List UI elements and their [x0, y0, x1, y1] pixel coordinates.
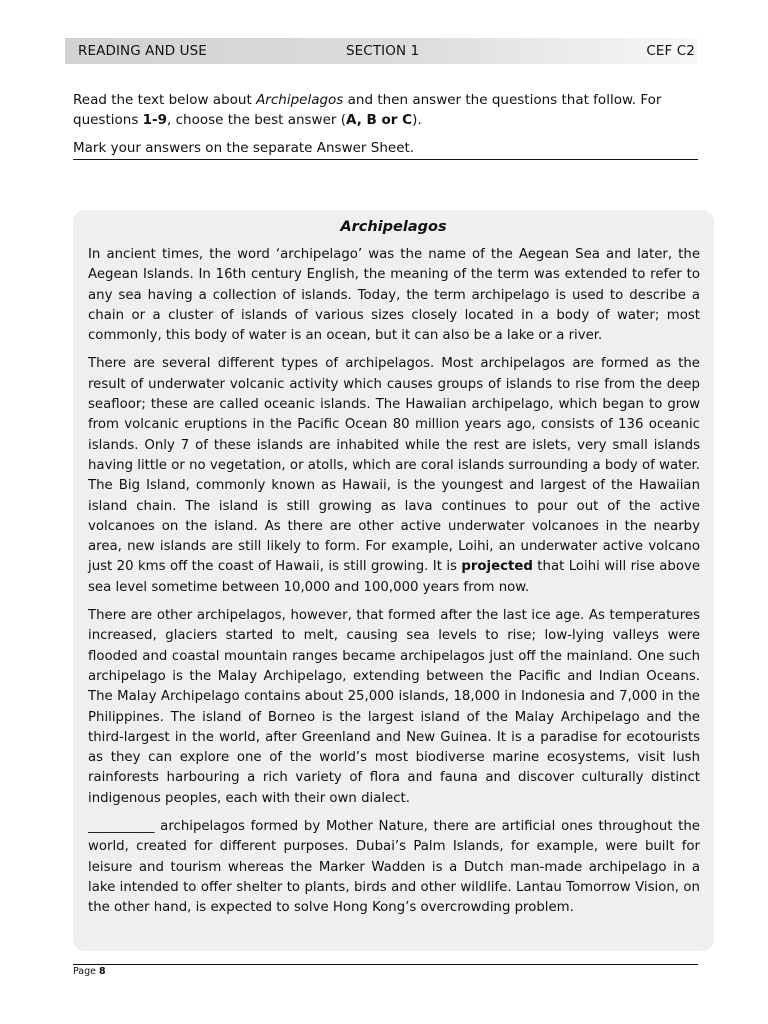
- paragraph-2: There are several different types of archipelagos. Most archipelagos are formed as the result of underwater volcanic activity which causes groups of islands to rise from the deep seafloor; these are called oceanic islands. The Hawaiian archipelago, which began to grow from volcanic eruptions in the Pacific Ocean 80 million years ago, consists of 136 oceanic islands. Only 7 of these islands are inhabited while the rest are islets, very small islands having little or no vegetation, or atolls, which are coral islands surrounding a body of water. The Big Island, commonly known as Hawaii, is the youngest and largest of the Hawaiian island chain. The island is still growing as lava continues to pour out of the active volcanoes on the island. As there are other active underwater volcanoes in the nearby area, new islands are still likely to form. For example, Loihi, an underwater active volcano just 20 kms off the coast of Hawaii, is still growing. It is projected that Loihi will rise above sea level sometime between 10,000 and 100,000 years from now.: [88, 356, 700, 595]
- paragraph-4: __________ archipelagos formed by Mother Nature, there are artificial ones throughout the world, created for different purposes. Dubai’s Palm Islands, for example, were built for leisure and tourism whereas the Marker Wadden is a Dutch man-made archipelago in a lake intended to offer shelter to plants, birds and other wildlife. Lantau Tomorrow Vision, on the other hand, is expected to solve Hong Kong’s overcrowding problem.: [88, 819, 700, 916]
- highlighted-word: projected: [461, 559, 533, 575]
- question-range: 1-9: [142, 112, 168, 128]
- divider-top: [73, 159, 698, 160]
- instructions-text: Read the text below about Archipelagos and then answer the questions that follow. For questions 1-9, choose the best answer (A, B or C).: [73, 92, 662, 128]
- answer-sheet-note: Mark your answers on the separate Answer Sheet.: [73, 140, 415, 156]
- section-header: [65, 38, 697, 64]
- header-level: CEF C2: [646, 43, 695, 59]
- passage-body: [88, 245, 700, 927]
- divider-bottom: [73, 964, 698, 965]
- page-footer: [73, 966, 106, 977]
- reading-passage-box: [73, 210, 714, 951]
- instructions-topic: Archipelagos: [256, 92, 344, 108]
- answer-options: A, B or C: [346, 112, 413, 128]
- page-label: Page: [73, 966, 100, 977]
- paragraph-1: In ancient times, the word ‘archipelago’ was the name of the Aegean Sea and later, the Aegean Islands. In 16th century English, the meaning of the term was extended to refer to any sea having a collection of islands. Today, the term archipelago is used to describe a chain or a cluster of islands of various sizes closely located in a body of water; most commonly, this body of water is an ocean, but it can also be a lake or a river.: [88, 247, 700, 344]
- header-section-label: READING AND USE: [78, 43, 207, 59]
- passage-title: Archipelagos: [340, 219, 447, 235]
- page-number: 8: [99, 966, 106, 977]
- paragraph-3: There are other archipelagos, however, that formed after the last ice age. As temperatures increased, glaciers started to melt, causing sea levels to rise; low-lying valleys were flooded and coastal mountain ranges became archipelagos just off the mainland. One such archipelago is the Malay Archipelago, extending between the Pacific and Indian Oceans. The Malay Archipelago contains about 25,000 islands, 18,000 in Indonesia and 7,000 in the Philippines. The island of Borneo is the largest island of the Malay Archipelago and the third-largest in the world, after Greenland and New Guinea. It is a paradise for ecotourists as they can explore one of the world’s most biodiverse marine ecosystems, visit lush rainforests harbouring a rich variety of flora and fauna and discover culturally distinct indigenous peoples, each with their own dialect.: [88, 608, 700, 806]
- header-section-number: SECTION 1: [346, 43, 420, 59]
- instructions: [73, 90, 698, 158]
